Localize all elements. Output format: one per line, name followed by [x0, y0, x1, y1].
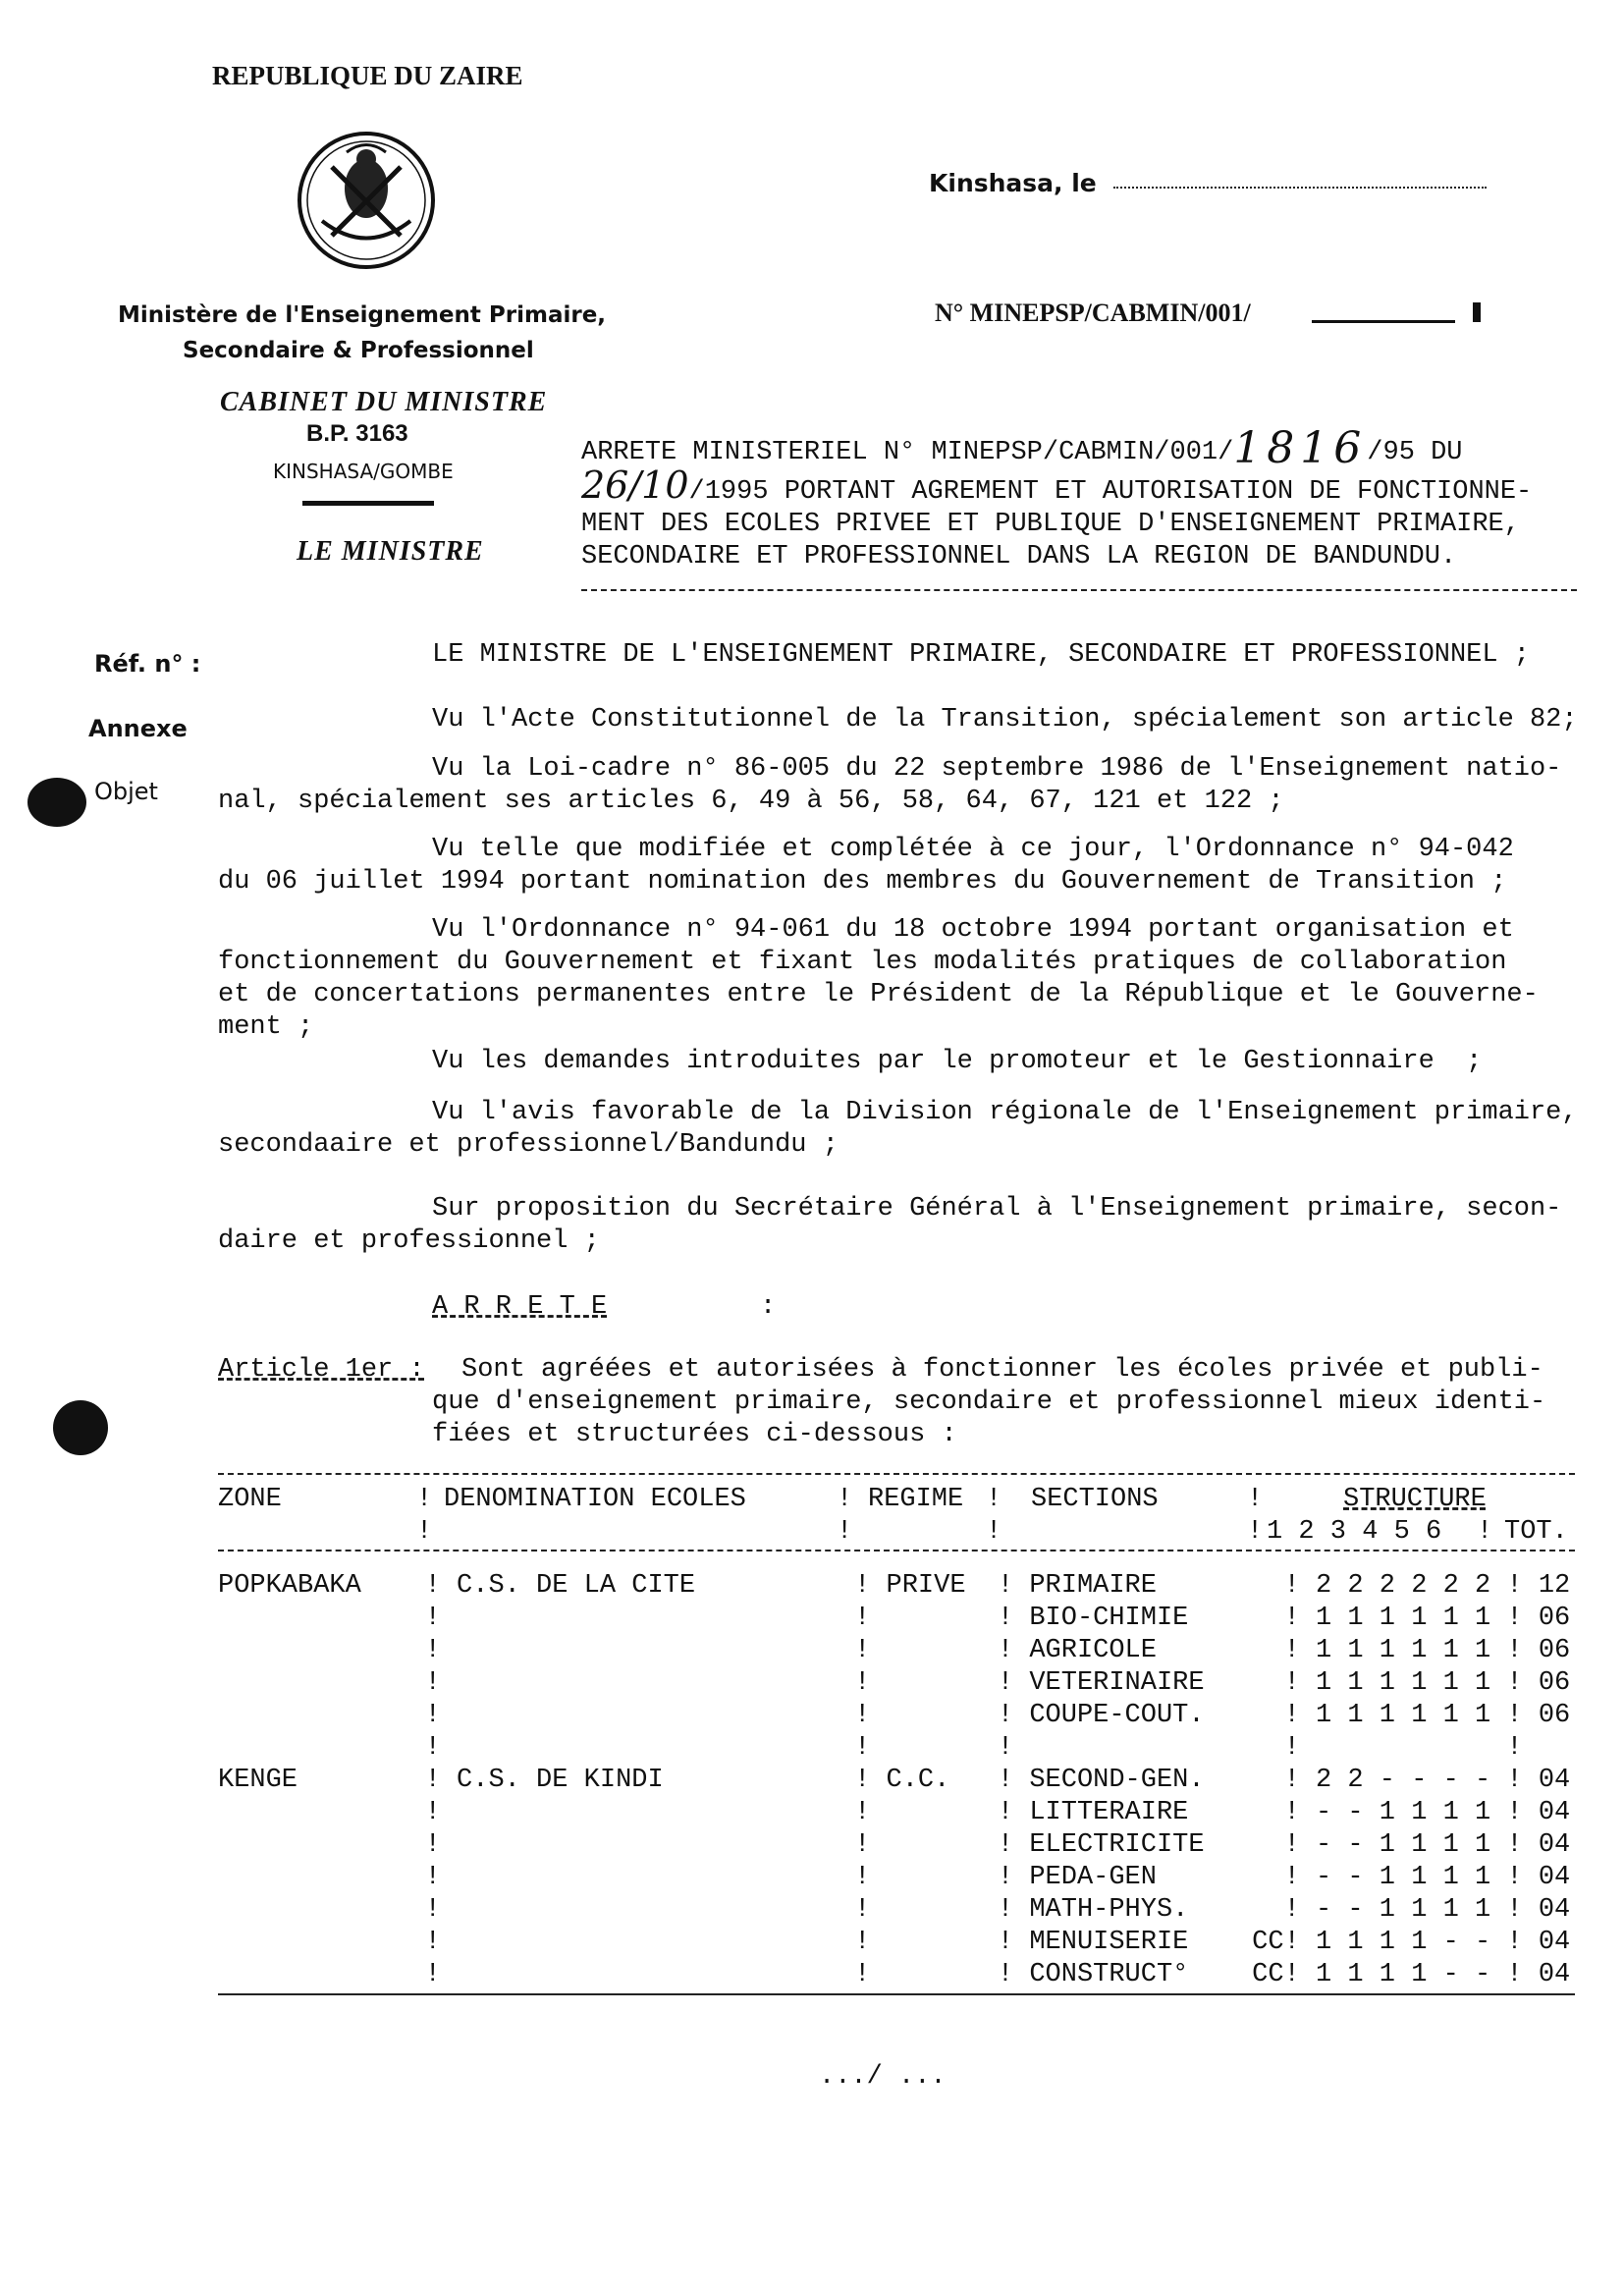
- handwritten-decree-date: 26/10: [581, 463, 689, 507]
- table-header-sep-9: !: [1477, 1517, 1493, 1547]
- table-header-sep-1: !: [416, 1485, 433, 1514]
- table-header-sep-8: !: [1247, 1517, 1264, 1547]
- side-ref-label: Réf. n° :: [94, 650, 201, 678]
- table-header-denomination: DENOMINATION ECOLES: [444, 1485, 746, 1514]
- side-annexe-label: Annexe: [88, 715, 188, 742]
- article-text-line-2: que d'enseignement primaire, secondaire et professionnel mieux identi-: [432, 1388, 1546, 1417]
- table-row: ! ! ! ! !: [218, 1733, 1523, 1763]
- considerant-6-line-1: Vu l'avis favorable de la Division régionale de l'Enseignement primaire,: [432, 1098, 1578, 1127]
- table-row: ! ! ! MENUISERIE CC! 1 1 1 1 - - ! 04: [218, 1928, 1571, 1957]
- table-header-rule: [218, 1550, 1575, 1551]
- title-line-1: ARRETE MINISTERIEL N° MINEPSP/CABMIN/001/: [581, 438, 1234, 467]
- ref-fill-line: [1312, 320, 1455, 323]
- considerant-4-line-1: Vu l'Ordonnance n° 94-061 du 18 octobre 1994 portant organisation et: [432, 915, 1514, 945]
- arrete-heading: A R R E T E: [432, 1292, 608, 1322]
- minister-heading: LE MINISTRE DE L'ENSEIGNEMENT PRIMAIRE, SECONDAIRE ET PROFESSIONNEL ;: [432, 640, 1530, 670]
- table-header-sep-6: !: [837, 1517, 853, 1547]
- table-row: ! ! ! LITTERAIRE ! - - 1 1 1 1 ! 04: [218, 1798, 1571, 1827]
- table-bottom-rule: [218, 1993, 1575, 1995]
- title-line-4: SECONDAIRE ET PROFESSIONNEL DANS LA REGION DE BANDUNDU.: [581, 542, 1457, 572]
- side-objet-label: Objet: [94, 778, 158, 805]
- considerant-4-line-2: fonctionnement du Gouvernement et fixant les modalités pratiques de collaboration: [218, 948, 1507, 977]
- table-header-sep-4: !: [1247, 1485, 1264, 1514]
- considerant-3-line-1: Vu telle que modifiée et complétée à ce jour, l'Ordonnance n° 94-042: [432, 835, 1514, 864]
- country-name: REPUBLIQUE DU ZAIRE: [212, 61, 523, 90]
- table-header-structure: STRUCTURE: [1343, 1485, 1487, 1514]
- title-underline: [581, 589, 1577, 591]
- coat-of-arms-emblem: [293, 128, 440, 273]
- reference-number: N° MINEPSP/CABMIN/001/: [935, 299, 1251, 327]
- table-row: ! ! ! VETERINAIRE ! 1 1 1 1 1 1 ! 06: [218, 1668, 1571, 1698]
- table-row: ! ! ! AGRICOLE ! 1 1 1 1 1 1 ! 06: [218, 1636, 1571, 1665]
- table-row: ! ! ! BIO-CHIMIE ! 1 1 1 1 1 1 ! 06: [218, 1604, 1571, 1633]
- ministry-line-2: Secondaire & Professionnel: [183, 338, 534, 363]
- date-fill-line: [1113, 187, 1487, 189]
- city-label: KINSHASA/GOMBE: [273, 460, 454, 483]
- table-header-sep-5: !: [416, 1517, 433, 1547]
- considerant-6-line-2: secondaaire et professionnel/Bandundu ;: [218, 1130, 839, 1160]
- article-text-line-1: Sont agréées et autorisées à fonctionner les écoles privée et publi-: [461, 1355, 1543, 1385]
- table-row: ! ! ! ELECTRICITE ! - - 1 1 1 1 ! 04: [218, 1830, 1571, 1860]
- table-top-rule: [218, 1473, 1575, 1475]
- table-header-sep-3: !: [986, 1485, 1002, 1514]
- punch-hole-bottom: [53, 1400, 108, 1455]
- punch-hole-top: [27, 778, 86, 827]
- place-date-label: Kinshasa, le: [929, 169, 1097, 197]
- arrete-colon: :: [760, 1292, 777, 1322]
- title-line-2: /1995 PORTANT AGREMENT ET AUTORISATION DE FONCTIONNE-: [688, 477, 1533, 507]
- considerant-4-line-3: et de concertations permanentes entre le Président de la République et le Gouverne-: [218, 980, 1539, 1009]
- handwritten-decree-number: 1816: [1233, 423, 1368, 473]
- considerant-4-line-4: ment ;: [218, 1012, 314, 1042]
- ref-fill-mark: [1473, 302, 1481, 322]
- table-header-sections: SECTIONS: [1031, 1485, 1159, 1514]
- table-row: ! ! ! CONSTRUCT° CC! 1 1 1 1 - - ! 04: [218, 1960, 1571, 1989]
- table-header-years: 1 2 3 4 5 6: [1267, 1517, 1442, 1547]
- article-text-line-3: fiées et structurées ci-dessous :: [432, 1420, 957, 1449]
- table-header-total: TOT.: [1504, 1517, 1568, 1547]
- title-line-1-end: /95 DU: [1367, 438, 1463, 467]
- proposition-line-1: Sur proposition du Secrétaire Général à l'Enseignement primaire, secon-: [432, 1194, 1562, 1224]
- continued-marker: .../ ...: [819, 2062, 947, 2092]
- table-header-sep-2: !: [837, 1485, 853, 1514]
- proposition-line-2: daire et professionnel ;: [218, 1226, 600, 1256]
- considerant-5: Vu les demandes introduites par le promoteur et le Gestionnaire ;: [432, 1047, 1483, 1076]
- table-header-sep-7: !: [986, 1517, 1002, 1547]
- title-line-3: MENT DES ECOLES PRIVEE ET PUBLIQUE D'ENSEIGNEMENT PRIMAIRE,: [581, 510, 1520, 539]
- header-separator: [302, 501, 434, 506]
- decree-title: [581, 423, 1533, 573]
- le-ministre-label: LE MINISTRE: [297, 536, 484, 567]
- table-row: POPKABAKA ! C.S. DE LA CITE ! PRIVE ! PRIMAIRE ! 2 2 2 2 2 2 ! 12: [218, 1571, 1571, 1601]
- considerant-2-line-2: nal, spécialement ses articles 6, 49 à 56, 58, 64, 67, 121 et 122 ;: [218, 787, 1284, 816]
- considerant-3-line-2: du 06 juillet 1994 portant nomination des membres du Gouvernement de Transition ;: [218, 867, 1507, 897]
- table-row: KENGE ! C.S. DE KINDI ! C.C. ! SECOND-GEN. ! 2 2 - - - - ! 04: [218, 1766, 1571, 1795]
- ministry-line-1: Ministère de l'Enseignement Primaire,: [118, 302, 607, 328]
- considerant-1: Vu l'Acte Constitutionnel de la Transition, spécialement son article 82;: [432, 705, 1578, 735]
- table-row: ! ! ! COUPE-COUT. ! 1 1 1 1 1 1 ! 06: [218, 1701, 1571, 1730]
- table-header-zone: ZONE: [218, 1485, 282, 1514]
- postal-box: B.P. 3163: [306, 420, 408, 447]
- table-row: ! ! ! MATH-PHYS. ! - - 1 1 1 1 ! 04: [218, 1895, 1571, 1925]
- table-row: ! ! ! PEDA-GEN ! - - 1 1 1 1 ! 04: [218, 1863, 1571, 1892]
- cabinet-title: CABINET DU MINISTRE: [220, 387, 548, 417]
- article-label: Article 1er :: [218, 1355, 425, 1385]
- table-header-regime: REGIME: [868, 1485, 964, 1514]
- considerant-2-line-1: Vu la Loi-cadre n° 86-005 du 22 septembre 1986 de l'Enseignement natio-: [432, 754, 1562, 784]
